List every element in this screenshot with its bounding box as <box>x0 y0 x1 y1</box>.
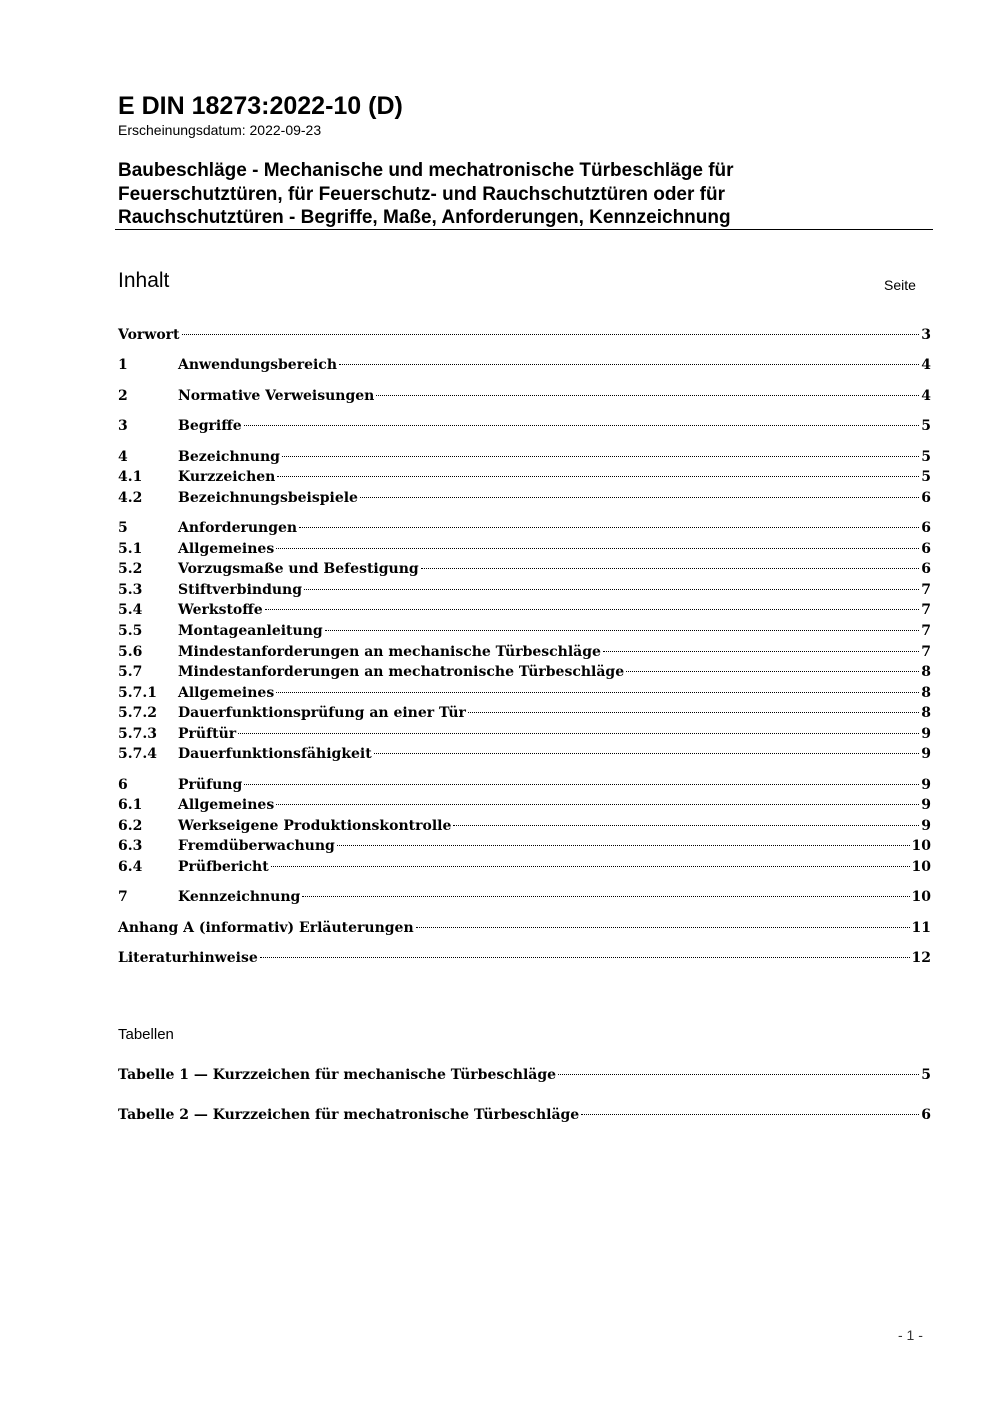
toc-entry-label: Dauerfunktionsfähigkeit <box>178 746 372 762</box>
toc-dot-leader <box>277 476 919 477</box>
toc-entry-number: 5.7 <box>118 664 143 680</box>
toc-entry-page: 11 <box>911 920 931 936</box>
toc-entry[interactable] <box>118 559 931 579</box>
toc-heading: Inhalt <box>118 269 170 292</box>
toc-entry-page: 8 <box>921 664 931 680</box>
toc-entry-number: 4.2 <box>118 490 143 506</box>
toc-dot-leader <box>325 630 920 631</box>
toc-dot-leader <box>276 804 919 805</box>
tables-heading: Tabellen <box>118 1026 174 1043</box>
toc-dot-leader <box>337 845 910 846</box>
toc-entry-number: 5 <box>118 520 128 536</box>
toc-entry-number: 5.7.4 <box>118 746 157 762</box>
toc-entry-page: 5 <box>921 449 931 465</box>
toc-entry-page: 5 <box>921 1067 931 1083</box>
toc-entry-label: Bezeichnung <box>178 449 280 465</box>
toc-entry-page: 6 <box>921 1107 931 1123</box>
toc-entry-number: 6.4 <box>118 859 143 875</box>
toc-entry-label: Dauerfunktionsprüfung an einer Tür <box>178 705 466 721</box>
toc-dot-leader <box>276 692 919 693</box>
toc-entry-number: 5.5 <box>118 623 143 639</box>
toc-entry-label: Anhang A (informativ) Erläuterungen <box>118 920 414 936</box>
toc-entry-page: 6 <box>921 541 931 557</box>
toc-entry-number: 2 <box>118 388 128 404</box>
toc-entry-label: Kurzzeichen <box>178 469 276 485</box>
toc-dot-leader <box>360 497 919 498</box>
toc-entry-number: 5.6 <box>118 644 143 660</box>
toc-entry-label: Prüfung <box>178 777 243 793</box>
toc-entry-number: 5.4 <box>118 602 143 618</box>
toc-entry-label: Kennzeichnung <box>178 889 301 905</box>
toc-entry-number: 6.1 <box>118 797 143 813</box>
toc-entry-label: Vorzugsmaße und Befestigung <box>178 561 419 577</box>
toc-entry-page: 9 <box>921 818 931 834</box>
toc-dot-leader <box>282 456 919 457</box>
toc-entry[interactable] <box>118 703 931 723</box>
toc-entry[interactable] <box>118 642 931 662</box>
toc-entry[interactable] <box>118 467 931 487</box>
toc-entry-label: Werkseigene Produktionskontrolle <box>178 818 452 834</box>
toc-dot-leader <box>581 1114 919 1115</box>
toc-entry-page: 6 <box>921 490 931 506</box>
toc-entry[interactable] <box>118 1105 931 1125</box>
toc-entry[interactable] <box>118 355 931 375</box>
toc-entry-page: 9 <box>921 726 931 742</box>
toc-entry-number: 6 <box>118 777 128 793</box>
toc-dot-leader <box>302 896 909 897</box>
toc-entry-label: Tabelle 2 — Kurzzeichen für mechatronische Türbeschläge <box>118 1107 580 1123</box>
toc-dot-leader <box>376 395 919 396</box>
toc-entry[interactable] <box>118 836 931 856</box>
toc-dot-leader <box>271 866 910 867</box>
toc-entry-label: Mindestanforderungen an mechatronische Türbeschläge <box>178 664 625 680</box>
toc-entry[interactable] <box>118 816 931 836</box>
toc-dot-leader <box>299 527 919 528</box>
toc-entry-page: 12 <box>911 950 931 966</box>
toc-entry[interactable] <box>118 621 931 641</box>
toc-entry-page: 10 <box>911 889 931 905</box>
toc-entry-label: Prüftür <box>178 726 237 742</box>
toc-entry-page: 6 <box>921 520 931 536</box>
toc-entry-page: 9 <box>921 777 931 793</box>
toc-entry[interactable] <box>118 683 931 703</box>
toc-dot-leader <box>265 609 920 610</box>
toc-entry-page: 9 <box>921 797 931 813</box>
toc-entry-page: 8 <box>921 685 931 701</box>
toc-entry-page: 8 <box>921 705 931 721</box>
page-number: - 1 - <box>898 1327 923 1343</box>
publication-date: Erscheinungsdatum: 2022-09-23 <box>118 122 322 138</box>
toc-dot-leader <box>260 957 910 958</box>
toc-entry[interactable] <box>118 518 931 538</box>
document-title <box>118 159 928 230</box>
toc-entry[interactable] <box>118 488 931 508</box>
toc-entry-number: 4 <box>118 449 128 465</box>
toc-entry-number: 5.7.3 <box>118 726 157 742</box>
toc-dot-leader <box>468 712 919 713</box>
title-line: Feuerschutztüren, für Feuerschutz- und Rauchschutztüren oder für <box>118 183 725 205</box>
toc-entry-number: 5.7.2 <box>118 705 157 721</box>
toc-entry-label: Montageanleitung <box>178 623 323 639</box>
toc-entry-page: 3 <box>921 327 931 343</box>
toc-dot-leader <box>244 784 919 785</box>
toc-entry-label: Fremdüberwachung <box>178 838 335 854</box>
toc-entry[interactable] <box>118 744 931 764</box>
toc-entry-label: Bezeichnungsbeispiele <box>178 490 358 506</box>
toc-entry[interactable] <box>118 775 931 795</box>
toc-entry-label: Allgemeines <box>178 541 275 557</box>
toc-entry-label: Normative Verweisungen <box>178 388 375 404</box>
toc-dot-leader <box>416 927 910 928</box>
toc-entry-page: 10 <box>911 838 931 854</box>
toc-entry-page: 6 <box>921 561 931 577</box>
toc-entry[interactable] <box>118 887 931 907</box>
toc-entry[interactable] <box>118 724 931 744</box>
toc-entry-number: 5.2 <box>118 561 143 577</box>
toc-entry[interactable] <box>118 580 931 600</box>
toc-entry[interactable] <box>118 539 931 559</box>
toc-page-label: Seite <box>884 277 916 293</box>
toc-entry-page: 9 <box>921 746 931 762</box>
toc-entry-label: Allgemeines <box>178 685 275 701</box>
title-divider <box>115 229 933 230</box>
toc-entry-label: Stiftverbindung <box>178 582 303 598</box>
toc-entry[interactable] <box>118 948 931 968</box>
toc-entry-page: 7 <box>921 582 931 598</box>
toc-dot-leader <box>603 651 919 652</box>
toc-entry-label: Vorwort <box>118 327 180 343</box>
toc-entry-page: 4 <box>921 388 931 404</box>
toc-entry[interactable] <box>118 662 931 682</box>
toc-entry-label: Allgemeines <box>178 797 275 813</box>
toc-dot-leader <box>421 568 920 569</box>
toc-entry-label: Begriffe <box>178 418 242 434</box>
toc-entry-page: 10 <box>911 859 931 875</box>
toc-entry-label: Werkstoffe <box>178 602 263 618</box>
toc-entry[interactable] <box>118 600 931 620</box>
toc-entry[interactable] <box>118 447 931 467</box>
toc-entry-label: Prüfbericht <box>178 859 269 875</box>
title-line: Baubeschläge - Mechanische und mechatronische Türbeschläge für <box>118 160 734 181</box>
toc-entry-page: 5 <box>921 418 931 434</box>
toc-entry-page: 4 <box>921 357 931 373</box>
toc-dot-leader <box>626 671 919 672</box>
toc-entry-page: 7 <box>921 623 931 639</box>
toc-entry-number: 6.3 <box>118 838 143 854</box>
title-line: Rauchschutztüren - Begriffe, Maße, Anforderungen, Kennzeichnung <box>118 207 731 228</box>
toc-entry[interactable] <box>118 416 931 436</box>
toc-entry-number: 1 <box>118 357 128 373</box>
toc-entry[interactable] <box>118 795 931 815</box>
toc-dot-leader <box>244 425 920 426</box>
toc-dot-leader <box>339 364 919 365</box>
toc-entry-label: Anforderungen <box>178 520 298 536</box>
toc-entry[interactable] <box>118 857 931 877</box>
toc-dot-leader <box>276 548 919 549</box>
toc-entry[interactable] <box>118 918 931 938</box>
toc-entry-label: Tabelle 1 — Kurzzeichen für mechanische Türbeschläge <box>118 1067 557 1083</box>
toc-entry[interactable] <box>118 1065 931 1085</box>
toc-entry-number: 3 <box>118 418 128 434</box>
toc-entry-number: 5.3 <box>118 582 143 598</box>
toc-entry-number: 7 <box>118 889 128 905</box>
toc-entry-number: 4.1 <box>118 469 143 485</box>
toc-dot-leader <box>558 1074 919 1075</box>
toc-entry-number: 5.1 <box>118 541 143 557</box>
toc-entry[interactable] <box>118 325 931 345</box>
toc-entry[interactable] <box>118 386 931 406</box>
toc-dot-leader <box>374 753 920 754</box>
toc-entry-label: Anwendungsbereich <box>178 357 337 373</box>
toc-dot-leader <box>304 589 919 590</box>
toc-dot-leader <box>238 733 919 734</box>
toc-entry-label: Literaturhinweise <box>118 950 258 966</box>
toc-entry-number: 6.2 <box>118 818 143 834</box>
toc-entry-label: Mindestanforderungen an mechanische Türbeschläge <box>178 644 601 660</box>
document-id: E DIN 18273:2022-10 (D) <box>118 92 403 120</box>
toc-entry-page: 7 <box>921 602 931 618</box>
toc-entry-page: 7 <box>921 644 931 660</box>
toc-dot-leader <box>182 334 920 335</box>
toc-entry-page: 5 <box>921 469 931 485</box>
toc-dot-leader <box>453 825 919 826</box>
toc-entry-number: 5.7.1 <box>118 685 157 701</box>
